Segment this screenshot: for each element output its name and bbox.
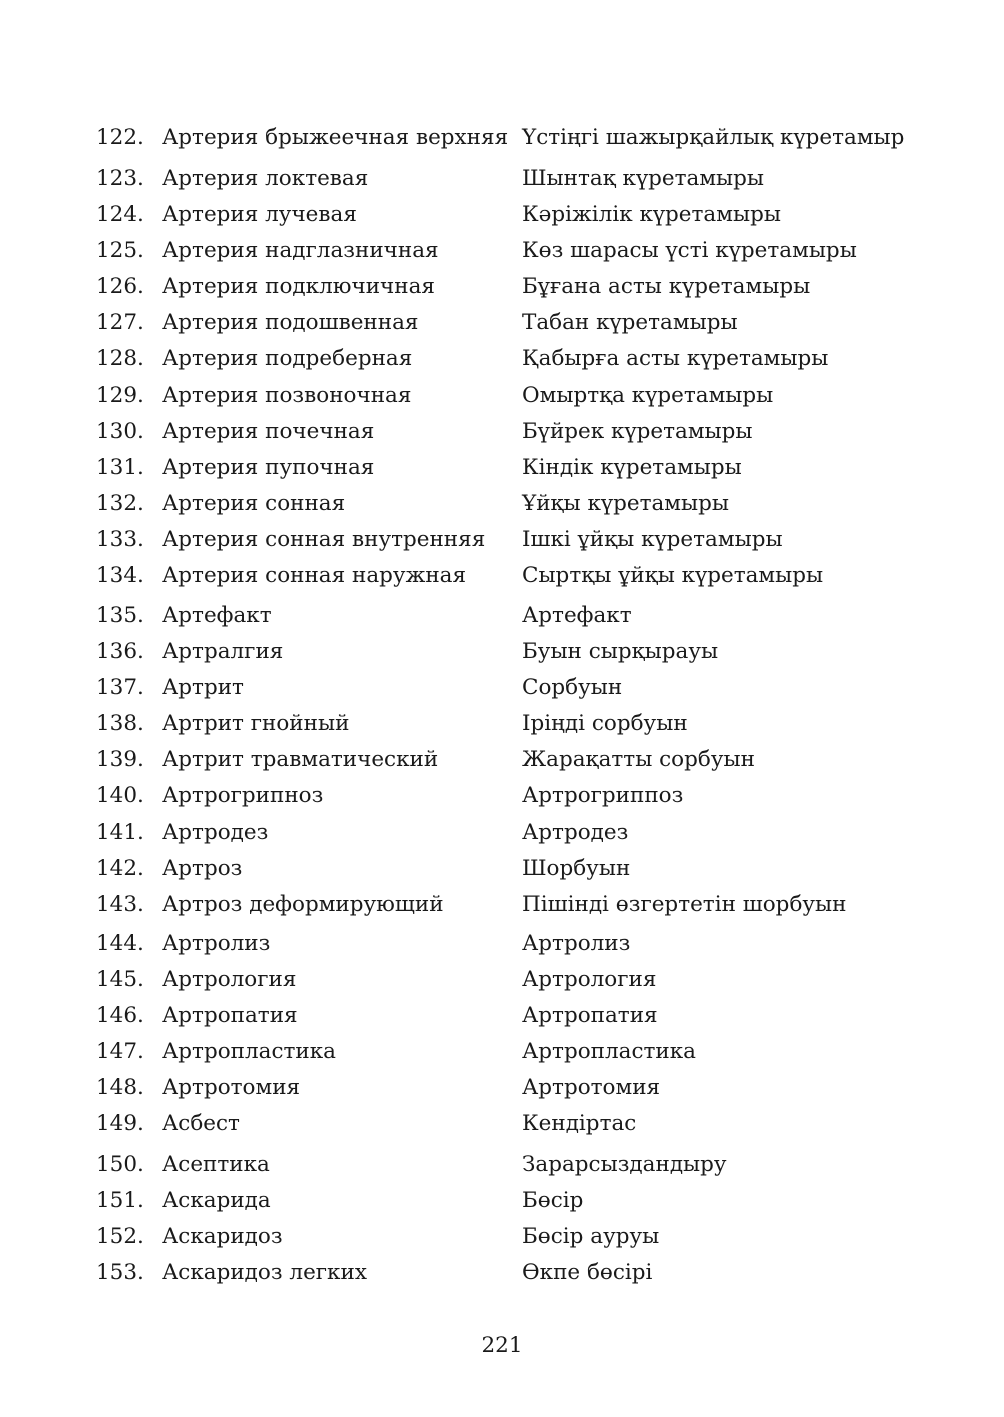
dictionary-entry	[0, 560, 1004, 592]
entry-number: 150.	[96, 1152, 144, 1177]
entry-russian-term: Артерия брыжеечная верхняя	[162, 125, 509, 150]
entry-number: 123.	[96, 166, 144, 191]
dictionary-entry	[0, 199, 1004, 231]
entry-russian-term: Артерия подреберная	[162, 346, 413, 371]
dictionary-entry	[0, 380, 1004, 412]
entry-number: 137.	[96, 675, 144, 700]
entry-number: 132.	[96, 491, 144, 516]
dictionary-entry	[0, 307, 1004, 339]
entry-number: 146.	[96, 1003, 144, 1028]
entry-kazakh-term: Табан күретамыры	[522, 310, 738, 335]
entry-russian-term: Артроз деформирующий	[162, 892, 444, 917]
dictionary-entry	[0, 1149, 1004, 1181]
entry-russian-term: Артефакт	[162, 603, 272, 628]
entry-russian-term: Артропластика	[162, 1039, 336, 1064]
entry-russian-term: Артерия почечная	[162, 419, 375, 444]
entry-number: 153.	[96, 1260, 144, 1285]
entry-russian-term: Артерия подошвенная	[162, 310, 419, 335]
entry-russian-term: Артрит гнойный	[162, 711, 350, 736]
entry-kazakh-term: Артрология	[522, 967, 657, 992]
entry-number: 151.	[96, 1188, 144, 1213]
entry-number: 136.	[96, 639, 144, 664]
entry-russian-term: Аскаридоз легких	[162, 1260, 367, 1285]
entry-kazakh-term: Омыртқа күретамыры	[522, 383, 774, 408]
entry-number: 145.	[96, 967, 144, 992]
entry-number: 130.	[96, 419, 144, 444]
entry-number: 148.	[96, 1075, 144, 1100]
entry-kazakh-term: Бөсір	[522, 1188, 584, 1213]
entry-kazakh-term: Жарақатты сорбуын	[522, 747, 755, 772]
entry-russian-term: Асбест	[162, 1111, 240, 1136]
dictionary-entry	[0, 235, 1004, 267]
entry-kazakh-term: Қабырға асты күретамыры	[522, 346, 829, 371]
entry-kazakh-term: Іріңді сорбуын	[522, 711, 688, 736]
entry-kazakh-term: Шынтақ күретамыры	[522, 166, 765, 191]
entry-number: 127.	[96, 310, 144, 335]
entry-kazakh-term: Ішкі ұйқы күретамыры	[522, 527, 783, 552]
entry-number: 141.	[96, 820, 144, 845]
dictionary-entry	[0, 672, 1004, 704]
entry-number: 128.	[96, 346, 144, 371]
dictionary-entry	[0, 636, 1004, 668]
entry-number: 134.	[96, 563, 144, 588]
dictionary-entry	[0, 853, 1004, 885]
entry-number: 147.	[96, 1039, 144, 1064]
entry-kazakh-term: Үстіңгі шажырқайлық күретамыр	[522, 125, 905, 150]
entry-number: 124.	[96, 202, 144, 227]
entry-number: 144.	[96, 931, 144, 956]
entry-russian-term: Артрология	[162, 967, 297, 992]
entry-kazakh-term: Көз шарасы үсті күретамыры	[522, 238, 857, 263]
entry-kazakh-term: Артефакт	[522, 603, 632, 628]
entry-number: 152.	[96, 1224, 144, 1249]
entry-russian-term: Артерия надглазничная	[162, 238, 439, 263]
entry-russian-term: Артродез	[162, 820, 269, 845]
entry-kazakh-term: Артротомия	[522, 1075, 661, 1100]
entry-number: 135.	[96, 603, 144, 628]
entry-russian-term: Артерия сонная внутренняя	[162, 527, 486, 552]
entry-russian-term: Асептика	[162, 1152, 270, 1177]
entry-kazakh-term: Ұйқы күретамыры	[522, 491, 729, 516]
entry-number: 143.	[96, 892, 144, 917]
entry-kazakh-term: Шорбуын	[522, 856, 631, 881]
entry-russian-term: Артерия подключичная	[162, 274, 435, 299]
entry-kazakh-term: Артропластика	[522, 1039, 696, 1064]
entry-number: 133.	[96, 527, 144, 552]
entry-russian-term: Артерия пупочная	[162, 455, 375, 480]
dictionary-entry	[0, 1257, 1004, 1289]
entry-russian-term: Артерия сонная наружная	[162, 563, 467, 588]
entry-kazakh-term: Сыртқы ұйқы күретамыры	[522, 563, 824, 588]
entry-number: 140.	[96, 783, 144, 808]
entry-kazakh-term: Өкпе бөсірі	[522, 1260, 653, 1285]
entry-kazakh-term: Пішінді өзгертетін шорбуын	[522, 892, 847, 917]
dictionary-entry	[0, 488, 1004, 520]
entry-russian-term: Артралгия	[162, 639, 284, 664]
dictionary-entry	[0, 1036, 1004, 1068]
entry-russian-term: Аскаридоз	[162, 1224, 283, 1249]
entry-kazakh-term: Зарарсыздандыру	[522, 1152, 727, 1177]
dictionary-entry	[0, 163, 1004, 195]
entry-number: 139.	[96, 747, 144, 772]
entry-kazakh-term: Кіндік күретамыры	[522, 455, 742, 480]
entry-russian-term: Артерия позвоночная	[162, 383, 412, 408]
entry-russian-term: Артерия лучевая	[162, 202, 357, 227]
dictionary-entry	[0, 780, 1004, 812]
dictionary-entry	[0, 817, 1004, 849]
entry-kazakh-term: Бұғана асты күретамыры	[522, 274, 811, 299]
entry-russian-term: Артротомия	[162, 1075, 301, 1100]
dictionary-entry	[0, 524, 1004, 556]
dictionary-entry	[0, 452, 1004, 484]
entry-kazakh-term: Артрогриппоз	[522, 783, 684, 808]
entry-russian-term: Артрит	[162, 675, 244, 700]
dictionary-entry	[0, 928, 1004, 960]
entry-russian-term: Артерия сонная	[162, 491, 346, 516]
entry-kazakh-term: Кәріжілік күретамыры	[522, 202, 781, 227]
entry-russian-term: Артрогрипноз	[162, 783, 324, 808]
entry-russian-term: Артропатия	[162, 1003, 298, 1028]
entry-number: 138.	[96, 711, 144, 736]
dictionary-entry	[0, 1221, 1004, 1253]
dictionary-entry	[0, 1000, 1004, 1032]
entry-russian-term: Артролиз	[162, 931, 271, 956]
dictionary-entry	[0, 964, 1004, 996]
dictionary-entry	[0, 1108, 1004, 1140]
entry-number: 122.	[96, 125, 144, 150]
entry-russian-term: Артрит травматический	[162, 747, 439, 772]
dictionary-entry	[0, 744, 1004, 776]
entry-russian-term: Артерия локтевая	[162, 166, 369, 191]
dictionary-entry	[0, 889, 1004, 921]
dictionary-entry	[0, 600, 1004, 632]
entry-kazakh-term: Буын сырқырауы	[522, 639, 719, 664]
entry-kazakh-term: Артропатия	[522, 1003, 658, 1028]
entry-kazakh-term: Кендіртас	[522, 1111, 637, 1136]
entry-number: 126.	[96, 274, 144, 299]
entry-kazakh-term: Артролиз	[522, 931, 631, 956]
dictionary-entry	[0, 1185, 1004, 1217]
dictionary-entry	[0, 1072, 1004, 1104]
entry-number: 129.	[96, 383, 144, 408]
entry-kazakh-term: Артродез	[522, 820, 629, 845]
dictionary-entry	[0, 122, 1004, 154]
page-number: 221	[481, 1333, 523, 1358]
entry-russian-term: Артроз	[162, 856, 243, 881]
entry-number: 142.	[96, 856, 144, 881]
entry-number: 125.	[96, 238, 144, 263]
entry-number: 149.	[96, 1111, 144, 1136]
entry-kazakh-term: Сорбуын	[522, 675, 623, 700]
dictionary-entry	[0, 343, 1004, 375]
entry-russian-term: Аскарида	[162, 1188, 271, 1213]
entry-number: 131.	[96, 455, 144, 480]
dictionary-entry	[0, 708, 1004, 740]
dictionary-entry	[0, 416, 1004, 448]
entry-kazakh-term: Бүйрек күретамыры	[522, 419, 753, 444]
entry-kazakh-term: Бөсір ауруы	[522, 1224, 660, 1249]
dictionary-entry	[0, 271, 1004, 303]
